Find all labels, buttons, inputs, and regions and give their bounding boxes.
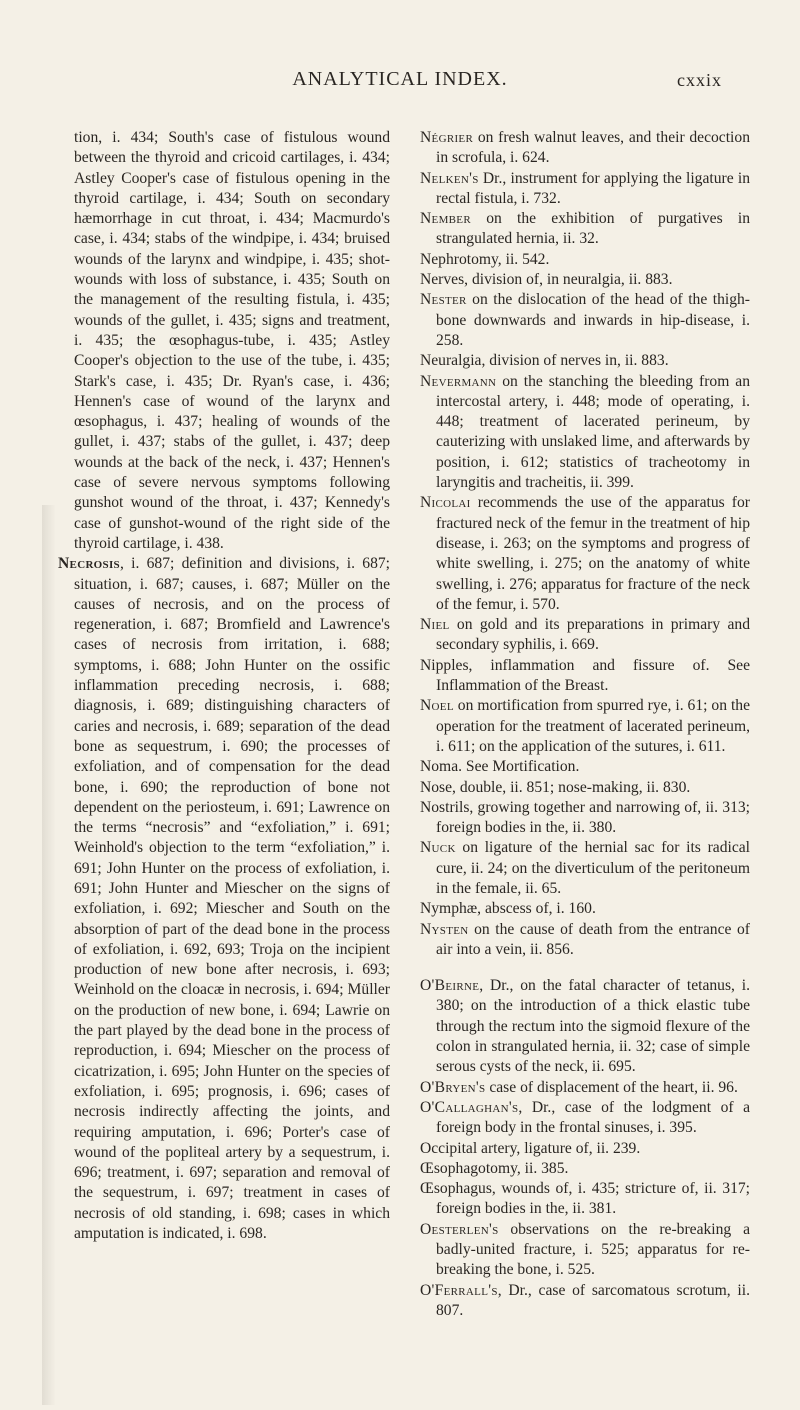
index-entry [420,899,750,919]
entry-heading: Nicolai [420,494,471,512]
entry-text: Occipital artery, ligature of, ii. 239. [420,1139,641,1157]
entry-heading: Necrosis [58,555,120,573]
entry-text: Nostrils, growing together and narrowing of, ii. 313; foreign bodies in the, ii. 380. [420,798,750,837]
entry-text: Nymphæ, abscess of, i. 160. [420,900,596,918]
entry-text: Neuralgia, division of nerves in, ii. 883. [420,352,669,370]
index-entry [420,1220,750,1281]
entry-heading: Nevermann [420,372,497,390]
index-entry [420,838,750,899]
index-entry-necrosis [58,554,390,1244]
index-entry [420,696,750,757]
entry-text: on mortification from spurred rye, i. 61; on the operation for the treatment of lacerated perineum, i. 611; on the application of the sutures, i. 611. [436,697,750,755]
index-entry [420,209,750,250]
entry-heading: O'Callaghan's [420,1098,519,1116]
entry-heading: Oesterlen's [420,1220,499,1238]
entry-text: , Dr., on the fatal character of tetanus, i. 380; on the introduction of a thick elastic tube through the rectum into the sigmoid flexure of the colon in strangulated hernia, ii. 32; case of simple serous cysts of the neck, ii. 695. [436,977,750,1076]
binding-shadow [42,505,56,1405]
entry-text: Nephrotomy, ii. 542. [420,250,550,268]
entry-heading: Nelken's [420,169,479,187]
entry-heading: Noel [420,697,454,715]
section-gap [420,960,750,976]
running-title: ANALYTICAL INDEX. [292,68,508,90]
index-entry [420,290,750,351]
entry-text: , i. 687; definition and divisions, i. 687; situation, i. 687; causes, i. 687; Müller on the causes of necrosis, and on the process of regeneration, i. 687; Bromfield and Lawrence's cases of necrosis from irritation, i. 688; symptoms, i. 688; John Hunter on the ossific inflammation preceding necrosis, i. 688; diagnosis, i. 689; distinguishing characters of caries and necrosis, i. 689; separation of the dead bone as sequestrum, i. 690; the processes of exfoliation, and of compensation for the dead bone, i. 690; the reproduction of bone not dependent on the periosteum, i. 691; Lawrence on the terms “necrosis” and “exfoliation,” i. 691; Weinhold's objection to the term “exfoliation,” i. 691; John Hunter on the process of exfoliation, i. 691; John Hunter and Miescher on the signs of exfoliation, i. 692; Miescher and South on the absorption of part of the dead bone in the process of exfoliation, i. 692, 693; Troja on the incipient production of new bone after necrosis, i. 693; Weinhold on the cloacæ in necrosis, i. 694; Müller on the production of new bone, i. 694; Lawrie on the part played by the dead bone in the process of reproduction, i. 694; Miescher on the process of cicatrization, i. 695; John Hunter on the species of exfoliation, i. 695; prognosis, i. 696; cases of necrosis indirectly affecting the joints, and requiring amputation, i. 696; Porter's case of wound of the popliteal artery by a sequestrum, i. 696; treatment, i. 697; separation and removal of the sequestrum, i. 697; treatment in cases of necrosis of old standing, i. 698; cases in which amputation is indicated, i. 698. [74,555,390,1243]
entry-text: on the cause of death from the entrance of air into a vein, ii. 856. [436,920,750,958]
continued-entry: tion, i. 434; South's case of fistulous wound between the thyroid and cricoid cartilages, i. 434; Astley Cooper's case of fistulous opening in the thyroid cartilage, i. 434; South on secondary hæmorrhage in cut throat, i. 434; Macmurdo's case, i. 434; stabs of the windpipe, i. 434; bruised wounds of the larynx and windpipe, i. 435; shot-wounds with loss of substance, i. 435; South on the management of the resulting fistula, i. 435; wounds of the gullet, i. 435; signs and treatment, i. 435; the œsophagus-tube, i. 435; Astley Cooper's objection to the use of the tube, i. 435; Stark's case, i. 435; Dr. Ryan's case, i. 436; Hennen's case of wound of the larynx and œsophagus, i. 437; healing of wounds of the gullet, i. 437; stabs of the gullet, i. 437; deep wounds at the back of the neck, i. 437; Hennen's case of severe nervous symptoms following gunshot wound of the throat, i. 437; Kennedy's case of gunshot-wound of the right side of the thyroid cartilage, i. 438. [74,129,390,552]
index-entry [420,250,750,270]
index-entry [420,128,750,169]
index-entry [420,493,750,615]
index-entry [420,270,750,290]
entry-text: observations on the re-breaking a badly-united fracture, i. 525; apparatus for re-breaking the bone, i. 525. [436,1220,750,1279]
entry-text: case of displacement of the heart, ii. 96. [485,1078,738,1096]
index-entry [420,372,750,494]
index-entry [420,1078,750,1098]
entry-text: Œsophagus, wounds of, i. 435; stricture of, ii. 317; foreign bodies in the, ii. 381. [420,1180,750,1218]
index-entry [420,351,750,371]
index-entry [420,757,750,777]
left-column [58,128,390,1244]
entry-text: Nose, double, ii. 851; nose-making, ii. 830. [420,778,691,796]
entry-text: on the stanching the bleeding from an intercostal artery, i. 448; mode of operating, i. 448; treatment of lacerated perineum, by cauterizing with unslaked lime, and afterwards by position, i. 612; statistics of tracheotomy in laryngitis and tracheitis, ii. 399. [436,372,750,492]
entry-text: , Dr., case of sarcomatous scrotum, ii. 807. [436,1281,750,1319]
index-entry [420,1179,750,1220]
entry-heading: O'Beirne [420,977,480,995]
entry-text: Œsophagotomy, ii. 385. [420,1159,569,1177]
entries-o [420,976,750,1321]
entry-text: Noma. See Mortification. [420,758,580,776]
entry-text: on ligature of the hernial sac for its radical cure, ii. 24; on the diverticulum of the peritoneum in the female, ii. 65. [436,839,750,897]
index-entry [420,976,750,1077]
entry-text: , Dr., case of the lodgment of a foreign body in the frontal sinuses, i. 395. [436,1098,750,1137]
index-entry [420,1139,750,1159]
index-entry [420,798,750,839]
entry-heading: Nember [420,210,471,228]
entry-heading: O'Ferrall's [420,1281,498,1299]
entry-text: on the dislocation of the head of the thigh-bone downwards and inwards in hip-disease, i. 258. [436,291,750,349]
entry-text: Dr., instrument for applying the ligature in rectal fistula, i. 732. [436,169,750,207]
index-entry [420,169,750,210]
index-entry [420,615,750,656]
index-entry [420,1159,750,1179]
entry-heading: Nester [420,291,467,309]
entry-heading: O'Bryen's [420,1078,486,1096]
entry-heading: Niel [420,616,450,634]
entry-heading: Nysten [420,920,469,938]
index-entry [420,920,750,961]
entry-heading: Nuck [420,839,456,857]
entry-text: on fresh walnut leaves, and their decoction in scrofula, i. 624. [436,129,750,167]
entry-text: on gold and its preparations in primary and secondary syphilis, i. 669. [436,616,750,654]
page-number: cxxix [677,70,722,90]
entry-text: Nipples, inflammation and fissure of. See Inflammation of the Breast. [420,656,750,695]
index-entry [420,1281,750,1322]
right-column [420,128,750,1321]
entry-text: Nerves, division of, in neuralgia, ii. 883. [420,271,673,289]
index-entry [420,778,750,798]
entry-text: recommends the use of the apparatus for fractured neck of the femur in the treatment of hip disease, i. 263; on the symptoms and progress of white swelling, i. 275; on the anatomy of white swelling, i. 276; apparatus for fracture of the neck of the femur, i. 570. [436,494,750,613]
entries-n [420,128,750,960]
index-entry [420,1098,750,1139]
entry-heading: Négrier [420,129,474,146]
page-header [0,68,800,98]
entry-text: on the exhibition of purgatives in strangulated hernia, ii. 32. [436,210,750,248]
index-entry [420,656,750,697]
